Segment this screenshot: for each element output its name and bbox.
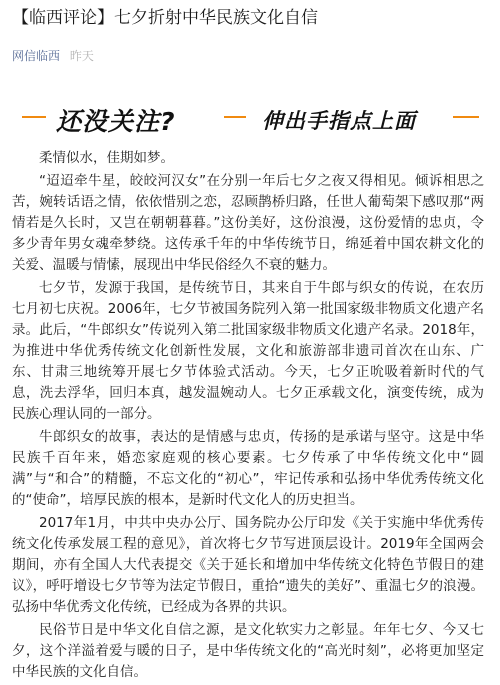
banner-dash-right (453, 116, 479, 118)
source-link[interactable]: 网信临西 (12, 49, 61, 63)
paragraph: 柔情似水，佳期如梦。 (39, 150, 174, 166)
article-title: 【临西评论】七夕折射中华民族文化自信 (12, 8, 318, 28)
publish-time: 昨天 (69, 49, 94, 63)
banner-tap-text: 伸出手指点上面 (262, 109, 416, 133)
paragraph: 牛郎织女的故事，表达的是情感与忠贞，传扬的是承诺与坚守。这是中华民族千百年来，婚恋家庭观的核心要素。七夕传承了中华传统文化中“圆满”与“和合”的精髓，不忘文化的“初心”，牢记传承和弘扬中华优秀传统文化的“使命”，培厚民族的根本，是新时代文化人的历史担当。 (12, 429, 484, 508)
follow-banner (0, 100, 500, 144)
banner-dash-middle (224, 116, 246, 118)
article-body (12, 148, 484, 685)
paragraph: “迢迢牵牛星，皎皎河汉女”在分别一年后七夕之夜又得相见。倾诉相思之苦，婉转话语之情，依依惜别之恋，忍顾鹊桥归路，任世人葡萄架下感叹那“两情若是久长时，又岂在朝朝暮暮。”这份美好，这份浪漫，这份爱情的忠贞，令多少青年男女魂牵梦绕。这传承千年的中华传统节日，绵延着中国农耕文化的关爱、温暖与情愫，展现出中华民俗经久不衰的魅力。 (12, 173, 484, 273)
banner-follow-text: 还没关注? (56, 107, 176, 136)
banner-dash-left (22, 116, 46, 118)
paragraph: 2017年1月，中共中央办公厅、国务院办公厅印发《关于实施中华优秀传统文化传承发展工程的意见》，首次将七夕节写进顶层设计。2019年全国两会期间，亦有全国人大代表提交《关于延长和增加中华传统文化特色节假日的建议》，呼吁增设七夕节等为法定节假日，重拾“遗失的美好”、重温七夕的浪漫。弘扬中华优秀文化传统，已经成为各界的共识。 (12, 515, 484, 615)
paragraph: 七夕节，发源于我国，是传统节日，其来自于牛郎与织女的传说，在农历七月初七庆祝。2006年，七夕节被国务院列入第一批国家级非物质文化遗产名录。此后，“牛郎织女”传说列入第二批国家级非物质文化遗产名录。2018年，为推进中华优秀传统文化创新性发展，文化和旅游部非遗司首次在山东、广东、甘肃三地统筹开展七夕节体验式活动。今天，七夕正吮吸着新时代的气息，洗去浮华，回归本真，越发温婉动人。七夕正承载文化，演变传统，成为民族心理认同的一部分。 (12, 280, 484, 422)
article-meta (12, 48, 94, 64)
paragraph: 民俗节日是中华文化自信之源，是文化软实力之彰显。年年七夕、今又七夕，这个洋溢着爱与暖的日子，是中华传统文化的“高光时刻”，必将更加坚定中华民族的文化自信。 (12, 622, 484, 680)
